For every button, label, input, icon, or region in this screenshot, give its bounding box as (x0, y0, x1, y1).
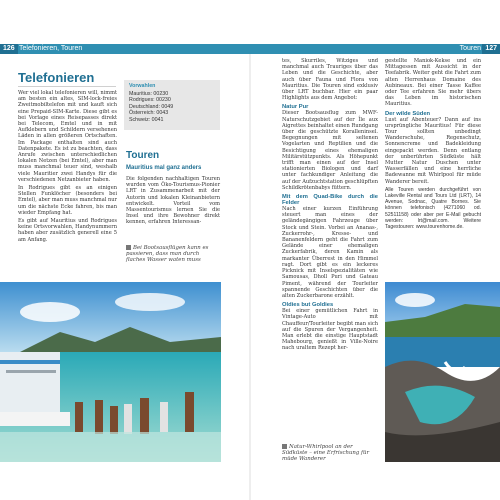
title-rule (18, 86, 116, 87)
left-running-head: Telefonieren, Touren (19, 45, 83, 52)
prefix-line: Deutschland: 0049 (129, 103, 174, 110)
heading-natur-pur: Natur Pur (282, 104, 309, 111)
prefix-box-title: Vorwahlen (129, 83, 156, 89)
booking-info: Alle Touren werden durchgeführt von Lakeville Rental and Tours Ltd (LRT), 14 Avenue, Sodnac, Quatre Bornes. Sie können telefonisch (4271060 od. 52511158) oder aber per E-Mail gebucht werden: lrt@mail.com. Weitere Tagestouren: www.tourenhome.de. (385, 186, 481, 231)
natural-pool-photo (385, 282, 500, 462)
caption-text: Natur-Whirlpool an der Südküste – eine Erfrischung für müde Wanderer (282, 444, 370, 463)
tours-continued: tes, Skurriles, Witziges und manchmal auch Trauriges über das Leben und die Geschichte, aber auch über Fauna und Flora von Mauritius. Die Touren sind exklusiv über LRT buchbar. Hier ein paar Highlights aus dem Angebot: (282, 58, 378, 102)
right-page-number: 127 (482, 44, 500, 54)
section-title-touren: Touren (126, 150, 160, 161)
prefix-line: Rodrigues: 00230 (129, 97, 171, 104)
prefix-line: Schweiz: 0041 (129, 116, 164, 123)
telefonieren-paragraph-3: Es gibt auf Mauritius und Rodrigues keine Ortsvorwahlen, Handynummern haben aber zusätzlich generell eine 5 am Anfang. (18, 218, 117, 243)
right-photo-caption (282, 444, 378, 463)
right-column-2 (385, 58, 481, 230)
caption-marker-icon (282, 444, 287, 449)
boat-trip-illustration (0, 282, 221, 462)
left-page-number: 126 (0, 44, 18, 54)
section-title-telefonieren: Telefonieren (18, 70, 95, 85)
left-photo-caption (126, 245, 220, 264)
quad-bike-text: Nach einer kurzen Einführung steuert man eines der geländegängigen Fahrzeuge über Stock und Stein. Vorbei an Ananas-, Zuckerrohr-, Kresse- und Bananenfeldern geht die Fahrt zum Gelände einer ehemaligen Zuckerfabrik, deren Kamin als markanter Überrest in den Himmel ragt. Dort gibt es ein leckeres Picknick mit Inselspezialitäten wie Samousas, Dholl Puri und Gateau Piment, während der Tourleiter spannende Geschichten über die alten Zuckerbarone erzählt. (282, 206, 378, 299)
touren-intro-text: Die folgenden nachhaltigen Touren wurden vom Öko-Tourismus-Pionier LRT in Zusammenarbeit mit der Autorin und lokalen Kleinanbietern entwickelt. Vorteil vom Massentourismus lernen Sie die Insel und ihre Bewohner direkt kennen, erfahren Interessan- (126, 176, 220, 226)
right-running-head: Touren (459, 45, 481, 52)
wilde-sueden-text: Lust auf Abenteuer? Dann auf ins ursprüngliche Mauritius! Für diese Tour sollten unbedingt Wanderschuhe, Regenschutz, Sonnencreme und Badekleidung eingepackt werden. Denn entlang der unberührten Südküste hält Mutter Natur Duschen unter Wasserfällen und eine herrliche Badewanne mit Whirlpool für müde Wanderer bereit. (385, 116, 481, 185)
heading-wilde-sueden: Der wilde Süden (385, 110, 431, 117)
touren-subtitle: Mauritius mal ganz anders (126, 165, 202, 171)
spine (249, 54, 251, 500)
heading-oldies: Oldies but Goldies (282, 302, 334, 309)
telefonieren-text (18, 90, 117, 243)
heading-quad-bike: Mit dem Quad-Bike durch die Felder (282, 194, 378, 207)
prefix-box (124, 80, 220, 130)
telefonieren-paragraph-1: Wer viel lokal telefonieren will, nimmt am besten ein altes, SIM-lock-freies Zweitmobiltelefon mit und kauft sich eine Prepaid-SIM-Karte. Diese gibt es bei Vorlage eines Reisepasses direkt bei Telecom, Emtel und in mit Aufklebern und Schildern versehenen Läden in allen größeren Ortschaften. Im Package enthalten sind auch Datenpakete. Es ist zu beachten, dass Anrufe zwischen unterschiedlichen lokalen Netzen (bei Emtel), aber man muss manchmal teuer sind, weshalb viele Mauritier zwei Handys für die verschiedenen Netzanbieter haben. (18, 90, 117, 183)
oldies-text: Bei einer gemütlichen Fahrt in Vintage-Auto mit Chauffeur/Tourleiter begibt man sich auf die Spuren der Vergangenheit. Man erlebt die einstige Hauptstadt Mahebourg, genießt in Ville-Noire nach uraltem Rezept her- (282, 308, 378, 352)
right-column-1 (282, 58, 378, 352)
caption-text: Bei Bootsausflügen kann es passieren, dass man durch flaches Wasser waten muss (126, 245, 209, 264)
boat-trip-photo (0, 282, 221, 462)
caption-marker-icon (126, 245, 131, 250)
natural-pool-illustration (385, 282, 500, 462)
oldies-continued: gestellte Maniok-Kekse und ein Mittagessen mit Aussicht in der Teefabrik. Weiter geht die Fahrt zum alten Herrenhaus Domaine des Aubineaux. Bei einer Tasse Kaffee oder Tee erfahren Sie mehr übers das Leben im historischen Mauritius. (385, 58, 481, 108)
telefonieren-paragraph-2: In Rodrigues gibt es an einigen Stellen Funklöcher (besonders bei Emtel), aber man muss manchmal nur um die nächste Ecke fahren, bis man wieder Empfang hat. (18, 185, 117, 216)
natur-pur-text: Dieser Bootsausflug zum MWF-Naturschutzgebiet auf der Île aux Aigrettes beinhaltet einen Rundgang über die geschützte Koralleninsel. Begegnungen mit seltenen Vogelarten und Reptilien und die Besichtigung eines ehemaligen Militärstützpunkts. Als Höhepunkt trifft man einen auf der Insel stationierten Biologen und darf unter fachkundiger Anleitung die auf der Aufzuchtstation geschlüpften Schildkrötenbabys füttern. (282, 110, 378, 191)
prefix-line: Mauritius: 00230 (129, 90, 169, 97)
prefix-line: Österreich: 0043 (129, 110, 169, 117)
